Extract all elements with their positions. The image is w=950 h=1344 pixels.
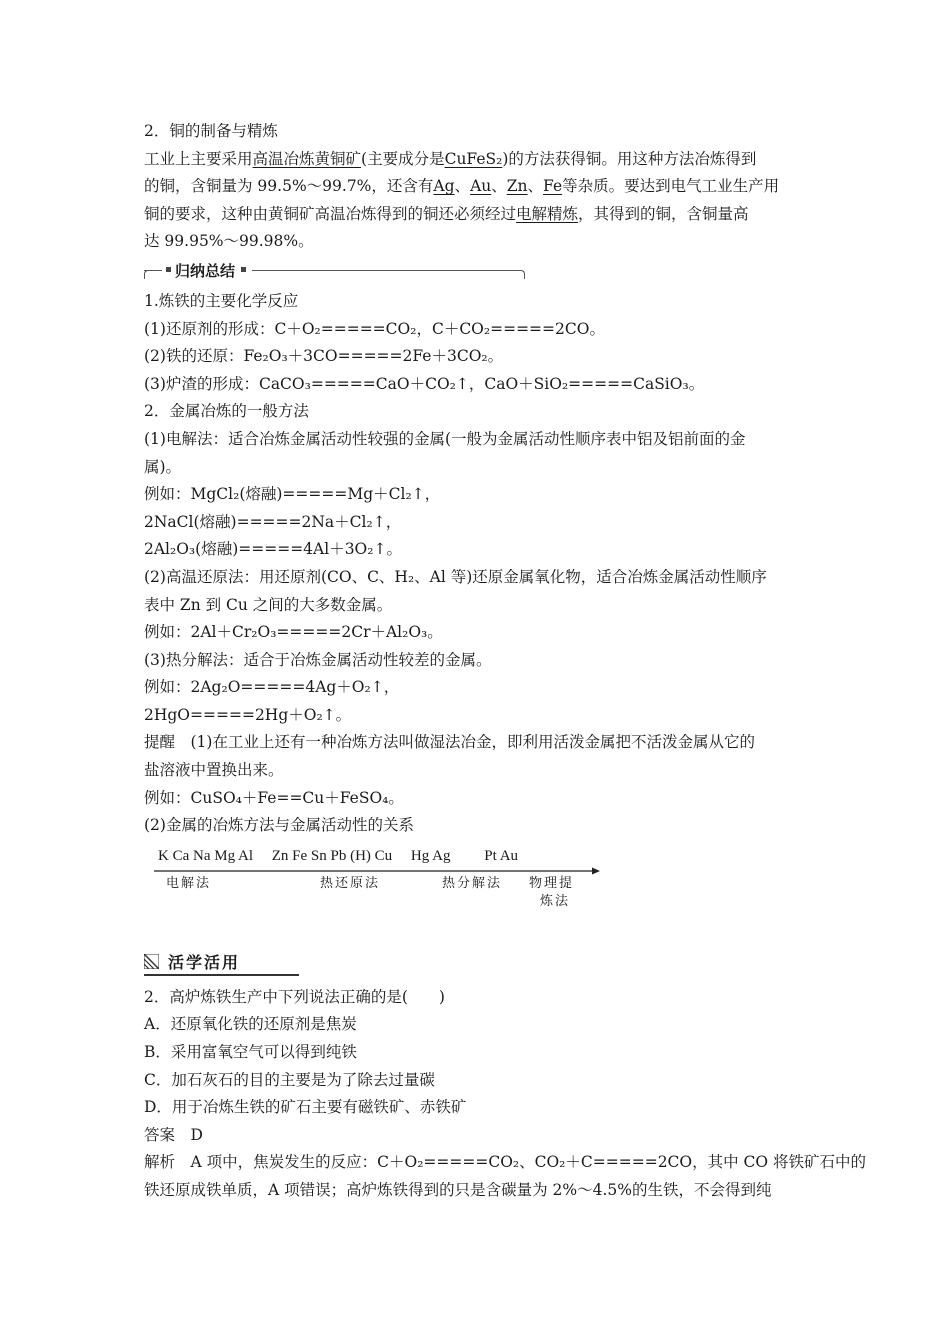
document-page <box>144 118 867 1205</box>
square-bullet-icon <box>166 267 171 272</box>
option-a: A．还原氧化铁的还原剂是焦炭 <box>144 1015 357 1034</box>
text-run: 、 <box>454 177 471 196</box>
summary-line: 2HgO=====2Hg＋O₂↑。 <box>144 705 352 724</box>
text-run: 、 <box>491 177 507 196</box>
summary-line: (1)电解法：适合冶炼金属活动性较强的金属(一般为金属活动性顺序表中铝及铝前面的金 <box>144 429 746 448</box>
method-physical-refining: 物理提 <box>529 875 575 891</box>
copper-para-line-1 <box>144 146 809 174</box>
summary-line: 例如：2Ag₂O=====4Ag＋O₂↑， <box>144 678 400 697</box>
underlined-term: 高温冶炼黄铜矿 <box>252 149 362 168</box>
underlined-term: 电解精炼 <box>516 204 579 223</box>
underlined-term: Au <box>470 177 492 196</box>
summary-line: 表中 Zn 到 Cu 之间的大多数金属。 <box>144 595 393 614</box>
summary-line: 例如：MgCl₂(熔融)=====Mg＋Cl₂↑， <box>144 485 441 504</box>
question-stem: 2．高炉炼铁生产中下列说法正确的是( ) <box>144 987 445 1006</box>
copper-para-line-4: 达 99.95%～99.98%。 <box>144 232 314 251</box>
option-b: B．采用富氧空气可以得到纯铁 <box>144 1043 357 1062</box>
summary-banner <box>144 260 809 288</box>
summary-line: (1)还原剂的形成：C＋O₂=====CO₂，C＋CO₂=====2CO。 <box>144 319 605 338</box>
text-run: 的铜，含铜量为 99.5%～99.7%，还含有 <box>144 177 434 196</box>
summary-line: (2)高温还原法：用还原剂(CO、C、H₂、Al 等)还原金属氧化物，适合冶炼金属活动性顺序 <box>144 567 767 586</box>
underlined-term: Zn <box>506 177 528 196</box>
summary-line: (2)金属的冶炼方法与金属活动性的关系 <box>144 816 414 835</box>
metal-activity-series: K Ca Na Mg Al Zn Fe Sn Pb (H) Cu Hg Ag Pt Au <box>158 847 519 864</box>
square-bullet-icon <box>241 267 246 272</box>
method-thermal-reduction: 热还原法 <box>320 875 381 891</box>
summary-line: 提醒 (1)在工业上还有一种冶炼方法叫做湿法冶金，即利用活泼金属把不活泼金属从它的 <box>144 733 755 752</box>
summary-line: 属)。 <box>144 457 182 476</box>
summary-line: (3)炉渣的形成：CaCO₃=====CaO＋CO₂↑，CaO＋SiO₂=====CaSiO₃。 <box>144 374 705 393</box>
text-run: 工业上主要采用 <box>144 149 253 168</box>
copper-heading: 2．铜的制备与精炼 <box>144 122 278 140</box>
practice-label: 活学活用 <box>168 952 241 972</box>
practice-underline <box>144 974 299 976</box>
summary-line: 盐溶液中置换出来。 <box>144 761 284 780</box>
underlined-formula: CuFeS₂ <box>444 149 503 168</box>
method-physical-refining-2: 炼法 <box>540 893 571 909</box>
text-run: (主要成分是 <box>361 149 445 168</box>
option-d: D．用于冶炼生铁的矿石主要有磁铁矿、赤铁矿 <box>144 1098 467 1117</box>
summary-line: 例如：2Al＋Cr₂O₃=====2Cr＋Al₂O₃。 <box>144 623 443 642</box>
answer: 答案 D <box>144 1125 203 1144</box>
text-run: )的方法获得铜。用这种方法冶炼得到 <box>502 149 757 168</box>
copper-para-line-2 <box>144 173 809 201</box>
practice-banner <box>144 948 809 984</box>
summary-line: 2NaCl(熔融)=====2Na＋Cl₂↑， <box>144 512 402 531</box>
text-run: 铜的要求，这种由黄铜矿高温冶炼得到的铜还必须经过 <box>144 204 517 223</box>
summary-line: 2Al₂O₃(熔融)=====4Al＋3O₂↑。 <box>144 540 402 559</box>
diagonal-stripe-icon <box>144 954 159 969</box>
summary-label <box>162 260 252 282</box>
summary-line: 例如：CuSO₄＋Fe==Cu＋FeSO₄。 <box>144 788 404 807</box>
summary-line: (3)热分解法：适合于冶炼金属活动性较差的金属。 <box>144 650 492 669</box>
summary-line: 2．金属冶炼的一般方法 <box>144 402 309 421</box>
summary-label-text: 归纳总结 <box>175 261 236 280</box>
analysis-line: 铁还原成铁单质，A 项错误；高炉炼铁得到的只是含碳量为 2%～4.5%的生铁，不会得到纯 <box>144 1181 772 1199</box>
underlined-term: Ag <box>433 177 455 196</box>
method-electrolysis: 电解法 <box>166 875 212 891</box>
option-c: C．加石灰石的目的主要是为了除去过量碳 <box>144 1070 435 1089</box>
method-thermal-decomposition: 热分解法 <box>442 875 503 891</box>
text-run: 等杂质。要达到电气工业生产用 <box>562 177 780 196</box>
text-run: 、 <box>527 177 544 196</box>
activity-series-diagram <box>144 844 809 914</box>
copper-para-line-3 <box>144 201 809 229</box>
summary-line: (2)铁的还原：Fe₂O₃＋3CO=====2Fe＋3CO₂。 <box>144 347 504 366</box>
underlined-term: Fe <box>543 177 563 196</box>
summary-line: 1.炼铁的主要化学反应 <box>144 291 299 310</box>
analysis-line: 解析 A 项中，焦炭发生的反应：C＋O₂=====CO₂、CO₂＋C=====2CO，其中 CO 将铁矿石中的 <box>144 1153 867 1172</box>
text-run: ，其得到的铜，含铜量高 <box>578 204 749 223</box>
